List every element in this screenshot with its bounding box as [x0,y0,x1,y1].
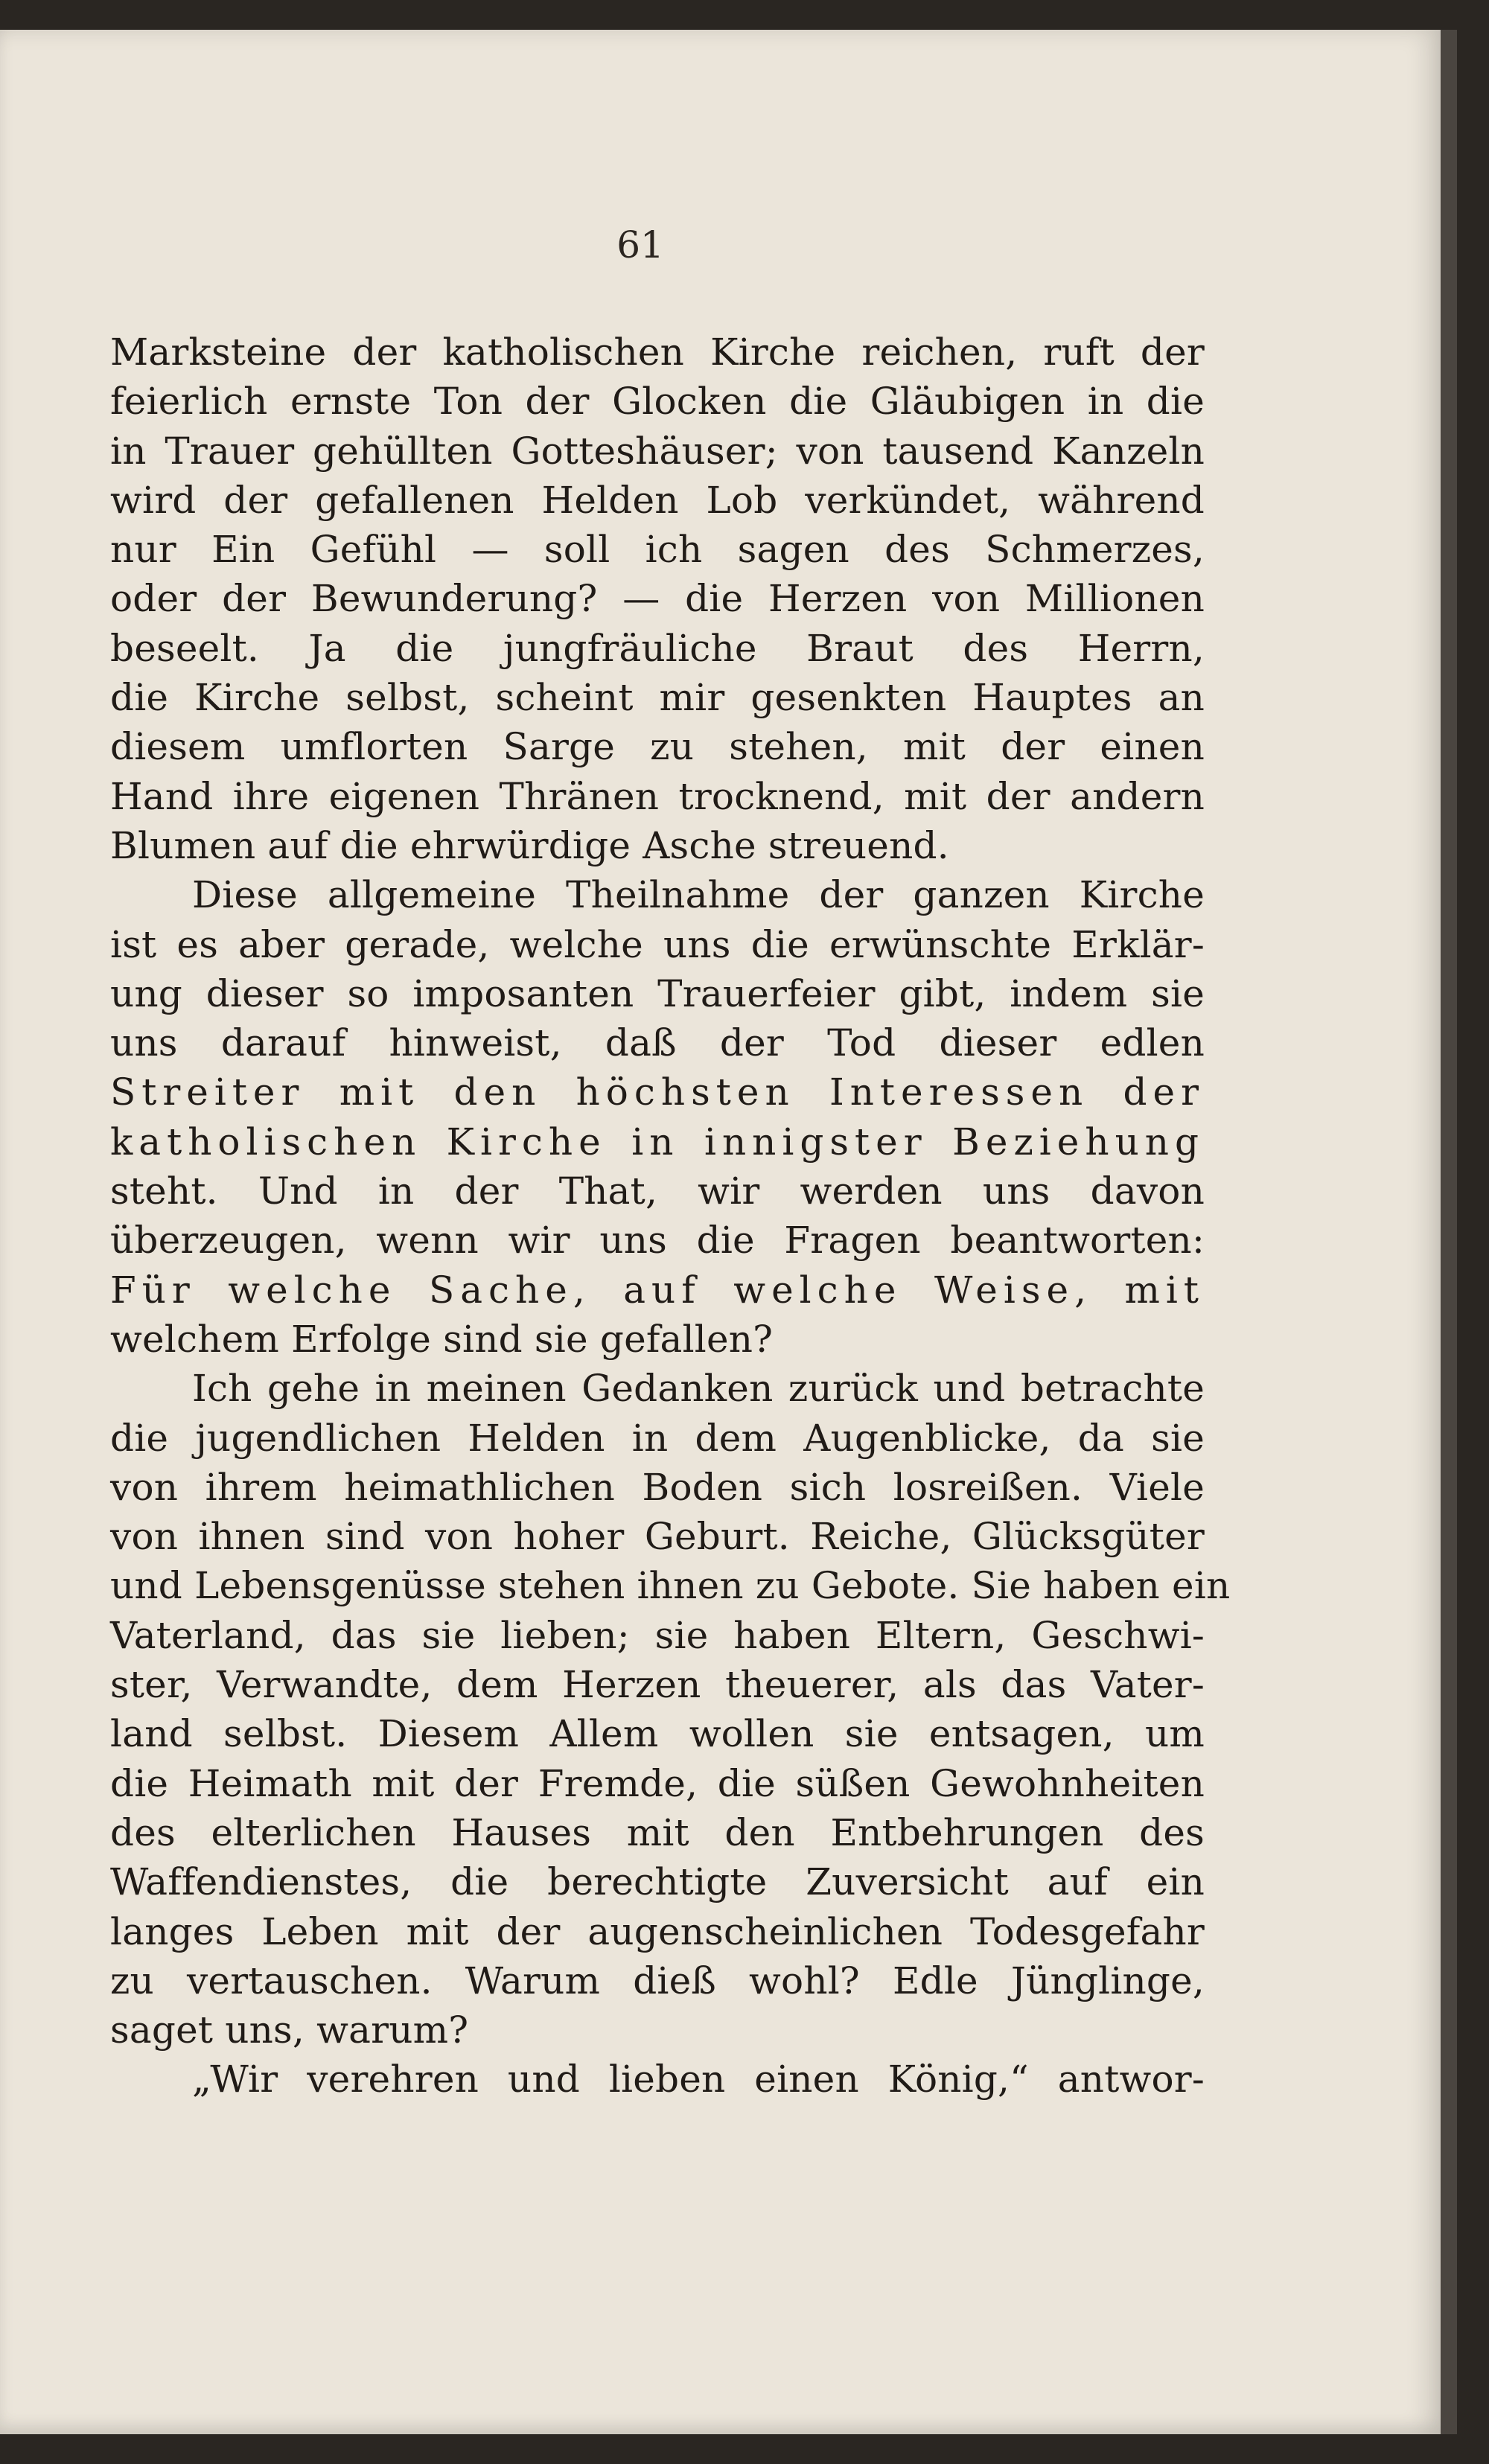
text-line: überzeugen, wenn wir uns die Fragen beantworten: [110,1219,1205,1263]
text-line: beseelt. Ja die jungfräuliche Braut des Herrn, [110,626,1205,670]
text-line: Ich gehe in meinen Gedanken zurück und betrachte [192,1367,1205,1411]
text-line: ist es aber gerade, welche uns die erwünschte Erklär- [110,922,1205,966]
text-line: die Heimath mit der Fremde, die süßen Gewohnheiten [110,1761,1205,1805]
text-line: die Kirche selbst, scheint mir gesenkten Hauptes an [110,676,1205,720]
page-edge [1441,30,1457,2434]
page-number: 61 [616,223,664,266]
text-line: oder der Bewunderung? — die Herzen von Millionen [110,577,1205,621]
text-line: von ihnen sind von hoher Geburt. Reiche, Glücksgüter [110,1515,1205,1559]
text-line: wird der gefallenen Helden Lob verkündet, während [110,478,1205,522]
text-line: nur Ein Gefühl — soll ich sagen des Schmerzes, [110,528,1205,572]
text-line: Vaterland, das sie lieben; sie haben Eltern, Geschwi- [110,1613,1205,1657]
text-line: Hand ihre eigenen Thränen trocknend, mit der andern [110,774,1205,818]
text-line: ung dieser so imposanten Trauerfeier gibt, indem sie [110,971,1205,1015]
text-line: Streiter mit den höchsten Interessen der [110,1070,1205,1114]
text-line: Blumen auf die ehrwürdige Asche streuend. [110,823,949,867]
text-line: Waffendienstes, die berechtigte Zuversicht auf ein [110,1860,1205,1904]
text-line: Marksteine der katholischen Kirche reichen, ruft der [110,331,1205,374]
text-line: in Trauer gehüllten Gotteshäuser; von tausend Kanzeln [110,429,1205,473]
text-line: die jugendlichen Helden in dem Augenblicke, da sie [110,1416,1205,1460]
text-line: steht. Und in der That, wir werden uns davon [110,1169,1205,1213]
text-line: feierlich ernste Ton der Glocken die Gläubigen in die [110,380,1205,424]
text-line: und Lebensgenüsse stehen ihnen zu Gebote. Sie haben ein [110,1564,1231,1608]
text-line: Diese allgemeine Theilnahme der ganzen Kirche [192,873,1205,917]
body-text [110,328,1231,2104]
text-line: langes Leben mit der augenscheinlichen Todesgefahr [110,1909,1205,1953]
text-line: des elterlichen Hauses mit den Entbehrungen des [110,1810,1205,1854]
text-line: saget uns, warum? [110,2008,469,2052]
text-line: land selbst. Diesem Allem wollen sie entsagen, um [110,1712,1205,1756]
text-line: katholischen Kirche in innigster Beziehung [110,1120,1205,1164]
text-line: uns darauf hinweist, daß der Tod dieser edlen [110,1021,1205,1065]
text-line: welchem Erfolge sind sie gefallen? [110,1317,774,1361]
text-line: diesem umflorten Sarge zu stehen, mit der einen [110,725,1205,769]
text-line: von ihrem heimathlichen Boden sich losreißen. Viele [110,1465,1205,1509]
text-line: Für welche Sache, auf welche Weise, mit [110,1268,1205,1312]
text-line: ster, Verwandte, dem Herzen theuerer, als das Vater- [110,1663,1205,1707]
text-line: „Wir verehren und lieben einen König,“ antwor- [192,2058,1205,2101]
text-line: zu vertauschen. Warum dieß wohl? Edle Jünglinge, [110,1959,1205,2002]
